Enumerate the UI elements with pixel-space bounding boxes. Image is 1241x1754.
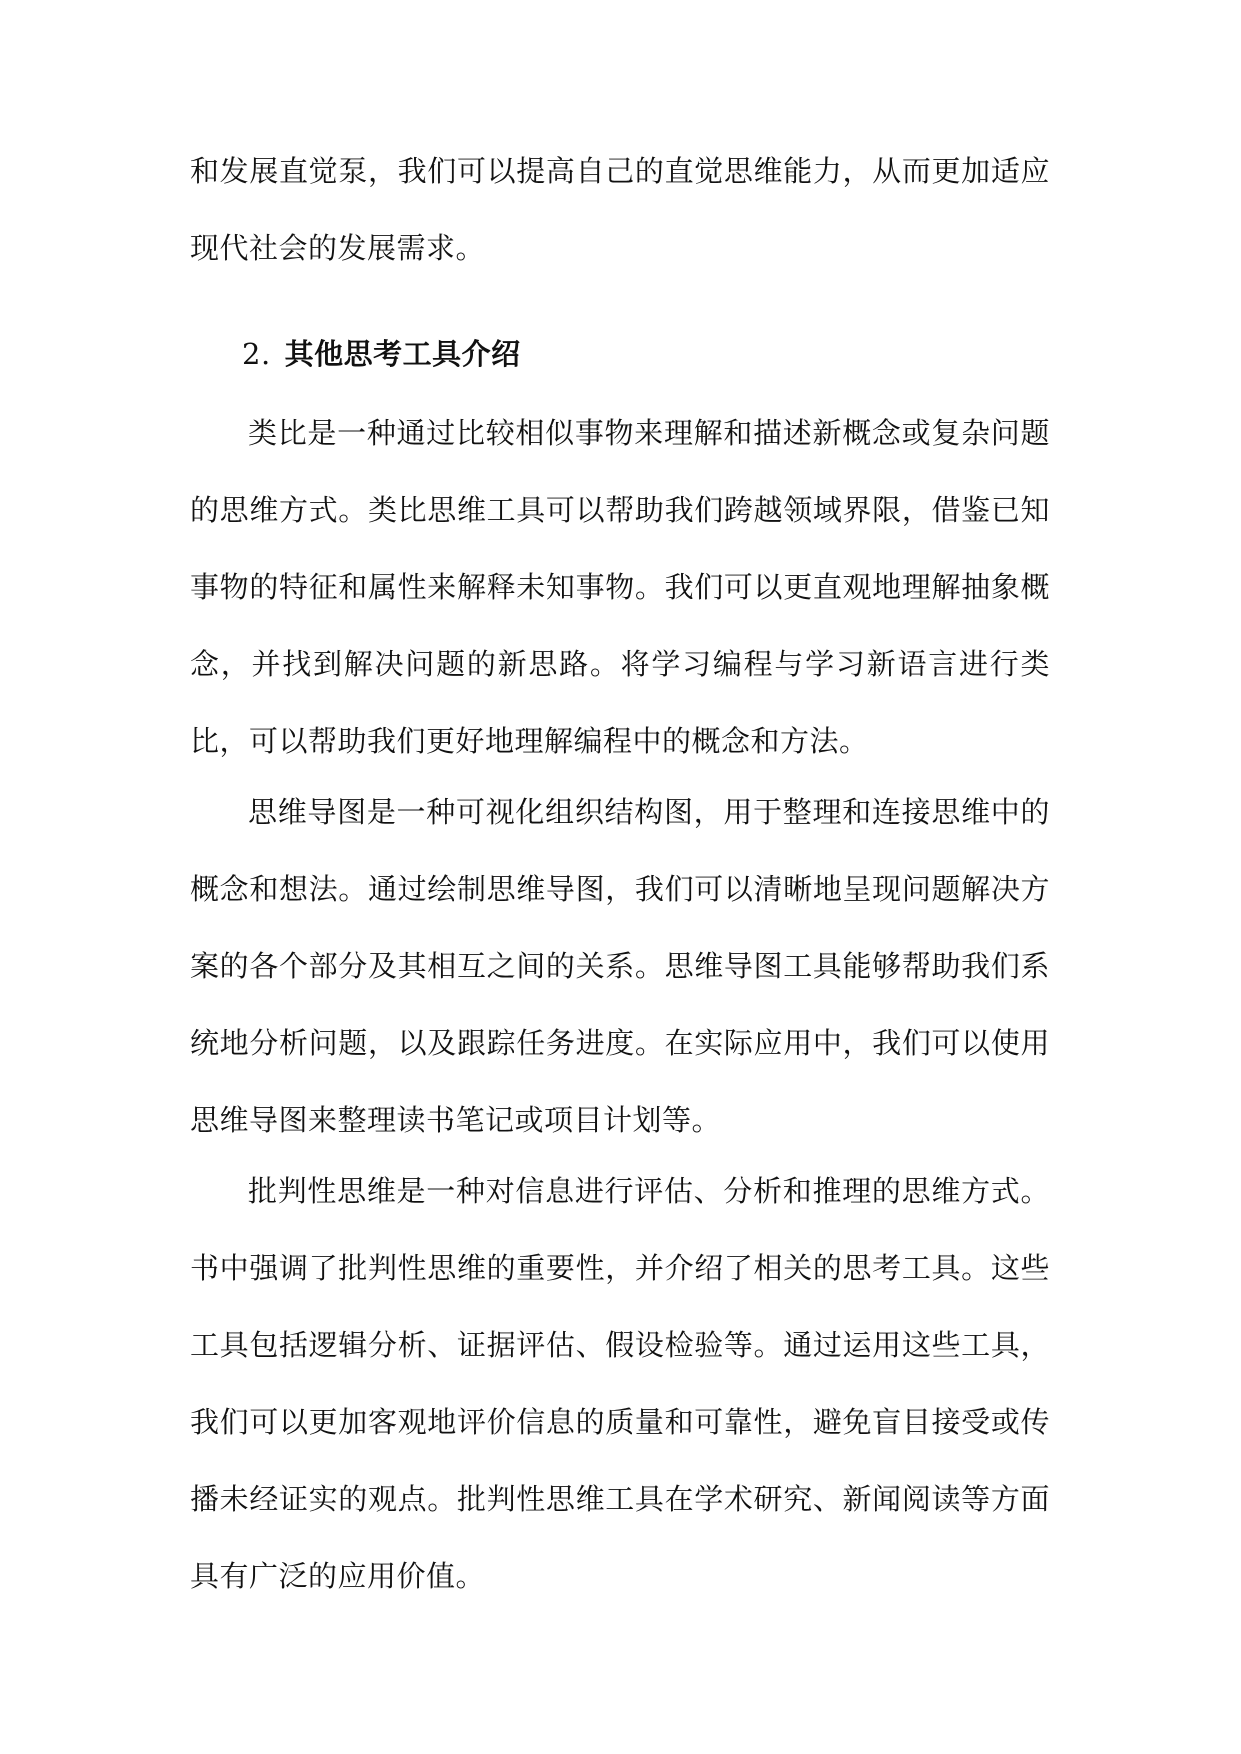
continuation-paragraph [190,133,1050,287]
analogy-paragraph [190,395,1050,780]
mind-map-paragraph [190,774,1050,1159]
paragraph-text: 思维导图是一种可视化组织结构图，用于整理和连接思维中的概念和想法。通过绘制思维导图，我们可以清晰地呈现问题解决方案的各个部分及其相互之间的关系。思维导图工具能够帮助我们系统地分析问题，以及跟踪任务进度。在实际应用中，我们可以使用思维导图来整理读书笔记或项目计划等。 [190,795,1050,1137]
section-number: 2. [242,337,271,371]
paragraph-text: 类比是一种通过比较相似事物来理解和描述新概念或复杂问题的思维方式。类比思维工具可以帮助我们跨越领域界限，借鉴已知事物的特征和属性来解释未知事物。我们可以更直观地理解抽象概念，并找到解决问题的新思路。将学习编程与学习新语言进行类比，可以帮助我们更好地理解编程中的概念和方法。 [190,416,1050,758]
paragraph-text: 批判性思维是一种对信息进行评估、分析和推理的思维方式。书中强调了批判性思维的重要性，并介绍了相关的思考工具。这些工具包括逻辑分析、证据评估、假设检验等。通过运用这些工具，我们可以更加客观地评价信息的质量和可靠性，避免盲目接受或传播未经证实的观点。批判性思维工具在学术研究、新闻阅读等方面具有广泛的应用价值。 [190,1174,1050,1593]
section-title: 其他思考工具介绍 [284,337,521,371]
section-heading [190,316,1050,393]
paragraph-text: 和发展直觉泵，我们可以提高自己的直觉思维能力，从而更加适应现代社会的发展需求。 [190,154,1050,265]
critical-thinking-paragraph [190,1153,1050,1615]
